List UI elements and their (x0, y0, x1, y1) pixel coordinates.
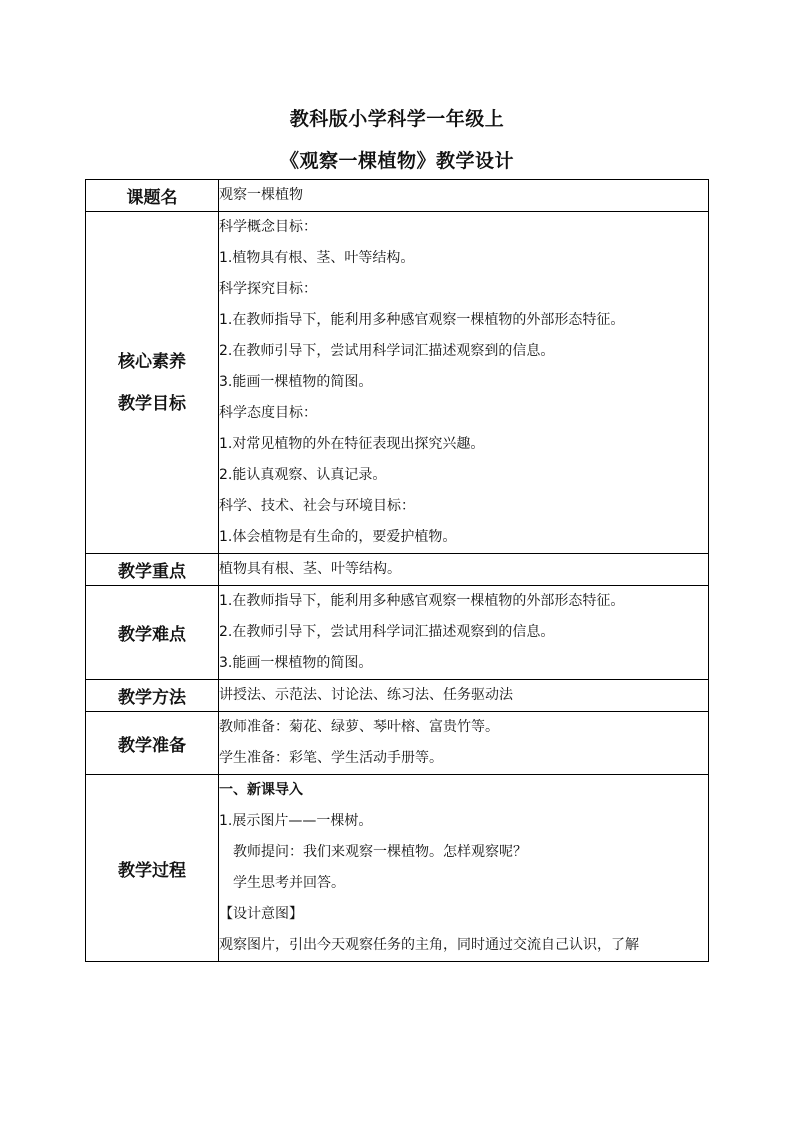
table-row-process (86, 775, 709, 962)
objectives-line: 1.植物具有根、茎、叶等结构。 (219, 250, 415, 266)
objectives-label-line: 核心素养 (118, 351, 186, 372)
key-points-line: 植物具有根、茎、叶等结构。 (219, 561, 401, 577)
table-row-preparation (86, 712, 709, 775)
preparation-content (219, 712, 709, 775)
topic-content (219, 180, 709, 212)
lesson-plan-table (85, 179, 709, 962)
process-line: 观察图片，引出今天观察任务的主角，同时通过交流自己认识，了解 (219, 937, 639, 953)
objectives-line: 科学概念目标： (219, 219, 317, 235)
difficulties-content (219, 586, 709, 680)
table-row-objectives (86, 212, 709, 554)
preparation-label: 教学准备 (86, 712, 219, 775)
objectives-line: 科学探究目标： (219, 281, 317, 297)
key-points-label: 教学重点 (86, 554, 219, 586)
objectives-label (86, 212, 219, 554)
objectives-line: 科学、技术、社会与环境目标： (219, 498, 415, 514)
process-line: 1.展示图片——一棵树。 (219, 813, 373, 829)
table-row-difficulties (86, 586, 709, 680)
table-row-key-points (86, 554, 709, 586)
table-row-methods (86, 680, 709, 712)
key-points-content (219, 554, 709, 586)
difficulties-line: 1.在教师指导下，能利用多种感官观察一棵植物的外部形态特征。 (219, 593, 625, 609)
objectives-line: 3.能画一棵植物的简图。 (219, 374, 373, 390)
document-subtitle: 《观察一棵植物》教学设计 (279, 150, 514, 172)
process-section-heading: 一、新课导入 (219, 782, 303, 798)
objectives-label-line: 教学目标 (118, 393, 186, 414)
methods-label: 教学方法 (86, 680, 219, 712)
methods-line: 讲授法、示范法、讨论法、练习法、任务驱动法 (219, 687, 513, 703)
document-title: 教科版小学科学一年级上 (289, 108, 505, 130)
objectives-line: 2.在教师引导下，尝试用科学词汇描述观察到的信息。 (219, 343, 555, 359)
objectives-line: 1.对常见植物的外在特征表现出探究兴趣。 (219, 436, 485, 452)
objectives-line: 2.能认真观察、认真记录。 (219, 467, 387, 483)
preparation-line: 教师准备：菊花、绿萝、琴叶榕、富贵竹等。 (219, 719, 499, 735)
objectives-line: 1.体会植物是有生命的，要爱护植物。 (219, 529, 457, 545)
objectives-line: 科学态度目标： (219, 405, 317, 421)
table-row-topic (86, 180, 709, 212)
objectives-content (219, 212, 709, 554)
process-label: 教学过程 (86, 775, 219, 962)
methods-content (219, 680, 709, 712)
topic-line: 观察一棵植物 (219, 187, 303, 203)
objectives-line: 1.在教师指导下，能利用多种感官观察一棵植物的外部形态特征。 (219, 312, 625, 328)
topic-label: 课题名 (86, 180, 219, 212)
preparation-line: 学生准备：彩笔、学生活动手册等。 (219, 750, 443, 766)
process-content (219, 775, 709, 962)
difficulties-line: 2.在教师引导下，尝试用科学词汇描述观察到的信息。 (219, 624, 555, 640)
difficulties-line: 3.能画一棵植物的简图。 (219, 655, 373, 671)
difficulties-label: 教学难点 (86, 586, 219, 680)
process-design-intent-heading: 【设计意图】 (219, 906, 303, 922)
process-line: 学生思考并回答。 (233, 875, 345, 891)
process-line: 教师提问：我们来观察一棵植物。怎样观察呢？ (233, 844, 527, 860)
